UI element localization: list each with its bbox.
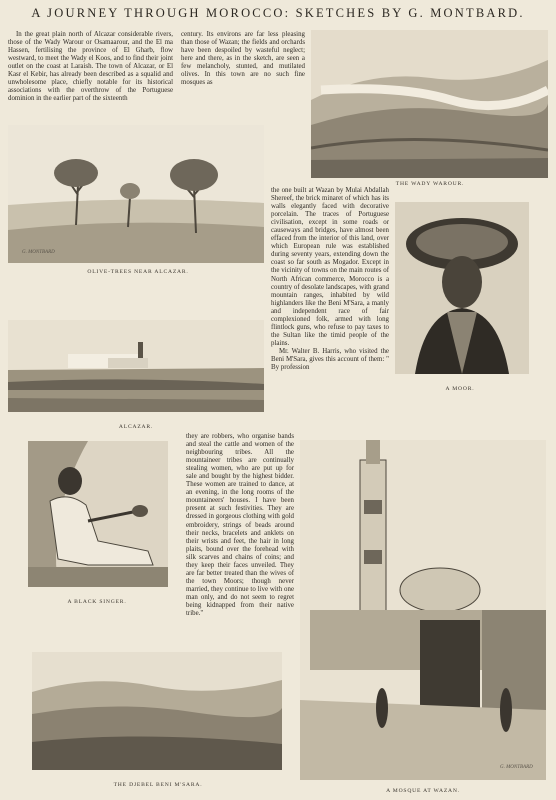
article-paragraph: Mr. Walter B. Harris, who visited the Beni M'Sara, gives this account of them: " By profession xyxy=(271,347,389,372)
artist-signature: G. MONTBARD xyxy=(22,250,55,255)
article-paragraph: they are robbers, who organise bands and steal the cattle and women of the neighbouring tribes. All the mountaineer tribes are continually stealing women, who are put up for sale and bought by the highest bidder. These women are trained to dance, at an evening, in the long rooms of the mountaineers' houses. I have been present at such festivities. They are dressed in gorgeous clothing with gold embroidery, strings of beads around their necks, bracelets and anklets on their wrists and feet, the hair in long plaits, bound over the forehead with silk scarves and chains of coins; and they keep their faces unveiled. They are far better treated than the wives of the town Moors; though never married, they continue to live with one man only, and do not seem to regret being kidnapped from their native tribe." xyxy=(186,433,294,618)
article-column-1 xyxy=(8,31,173,103)
article-column-2 xyxy=(181,31,305,87)
article-paragraph: century. Its environs are far less pleasing than those of Wazan; the fields and orchards have been despoiled by wasteful neglect; here and there, as in the sketch, are seen a few melancholy, stunted, and mutilated olives. In this town are no such fine mosques as xyxy=(181,31,305,87)
article-column-3 xyxy=(271,187,389,372)
illustration-wady-warour xyxy=(311,30,548,178)
caption-black-singer: A BLACK SINGER. xyxy=(67,599,127,605)
caption-olive-trees: OLIVE-TREES NEAR ALCAZAR. xyxy=(87,269,189,275)
artist-signature: G. MONTBARD xyxy=(500,765,533,770)
caption-mosque-wazan: A MOSQUE AT WAZAN. xyxy=(386,788,460,794)
article-paragraph: In the great plain north of Alcazar considerable rivers, those of the Wady Warour or Osamaarour, and the El ma Hassen, fertilising the province of El Gharb, flow westward, to meet the Wady el Koos, and to find their joint outlet on the coast at Laraish. The town of Alcazar, or El Kasr el Kebir, has already been described as a squalid and unwholesome place, chiefly notable for its historical associations with the overthrow of the Portuguese dominion in the earlier part of the sixteenth xyxy=(8,31,173,103)
article-column-4 xyxy=(186,433,294,618)
illustration-olive-trees xyxy=(8,125,264,263)
article-paragraph: the one built at Wazan by Mulai Abdallah Shereef, the brick minaret of which has its walls elegantly faced with decorative porcelain. The traces of Portuguese civilisation, except in some roads or causeways and bridges, have almost been effaced from the interior of this land, over which European rule was established during seventy years, extending down the coast so far south as Mogador. Except in the vicinity of towns on the main routes of North African commerce, Morocco is a country of desolate landscapes, with grand mountain ranges, inhabited by wild highlanders like the Beni M'Sara, a manly and independent race of fair complexioned folk, armed with long flintlock guns, who refuse to pay taxes to the Sultan like the timid people of the plains. xyxy=(271,187,389,347)
caption-moor: A MOOR. xyxy=(445,386,475,392)
illustration-djebel-beni-msara xyxy=(32,652,282,770)
illustration-moor xyxy=(395,202,529,374)
caption-wady-warour: THE WADY WAROUR. xyxy=(395,181,465,187)
caption-alcazar: ALCAZAR. xyxy=(118,424,154,430)
caption-djebel-beni-msara: THE DJEBEL BENI M'SARA. xyxy=(113,782,203,788)
illustration-mosque-wazan xyxy=(300,440,546,780)
illustration-black-singer xyxy=(28,441,168,587)
illustration-alcazar xyxy=(8,320,264,412)
page-title: A JOURNEY THROUGH MOROCCO: SKETCHES BY G. MONTBARD. xyxy=(31,6,525,20)
